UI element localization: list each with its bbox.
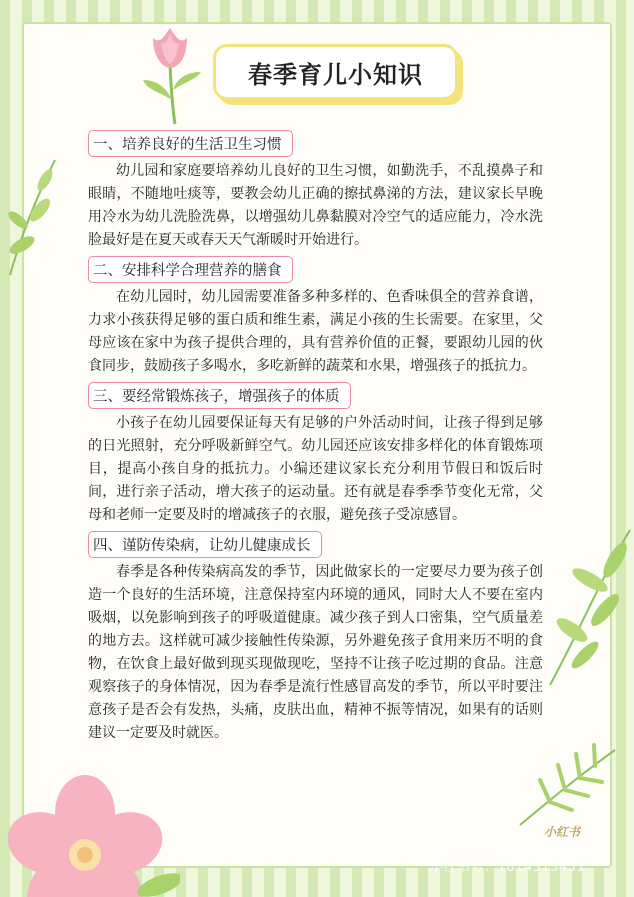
- section-paragraph: 春季是各种传染病高发的季节，因此做家长的一定要尽力要为孩子创造一个良好的生活环境，注意保持室内环境的通风，同时大人不要在室内吸烟，以免影响到孩子的呼吸道健康。减少孩子到人口密集，空气质量差的地方去。这样就可减少接触性传染源，另外避免孩子食用来历不明的食物，在饮食上最好做到现买现做现吃，坚持不让孩子吃过期的食品。注意观察孩子的身体情况，因为春季是流行性感冒高发的季节，所以平时要注意孩子是否会有发热，头痛，皮肤出血，精神不振等情况，如果有的话则建议一定要及时就医。: [88, 564, 543, 741]
- section-heading: 三、要经常锻炼孩子，增强孩子的体质: [88, 382, 351, 409]
- section-paragraph: 在幼儿园时，幼儿园需要准备多种多样的、色香味俱全的营养食谱，力求小孩获得足够的蛋白质和维生素，满足小孩的生长需要。在家里，父母应该在家中为孩子提供合理的，具有营养价值的正餐，要跟幼儿园的伙食同步，鼓励孩子多喝水，多吃新鲜的蔬菜和水果，增强孩子的抵抗力。: [88, 289, 543, 374]
- section-heading: 二、安排科学合理营养的膳食: [88, 256, 293, 283]
- section-heading: 四、谨防传染病，让幼儿健康成长: [88, 531, 322, 558]
- tulip-icon: [135, 20, 205, 125]
- title-banner: [213, 44, 458, 100]
- section-2: [88, 252, 543, 378]
- section-paragraph: 小孩子在幼儿园要保证每天有足够的户外活动时间，让孩子得到足够的日光照射，充分呼吸新鲜空气。幼儿园还应该安排多样化的体育锻炼项目，提高小孩自身的抵抗力。小编还建议家长充分利用节假日和饭后时间，进行亲子活动，增大孩子的运动量。还有就是春季季节变化无常，父母和老师一定要及时的增减孩子的衣服，避免孩子受凉感冒。: [88, 415, 543, 523]
- watermark-text: 小红书号：1814313451: [430, 860, 586, 875]
- flower-icon: [0, 775, 180, 897]
- section-3: [88, 378, 543, 527]
- section-4: [88, 527, 543, 745]
- section-paragraph: 幼儿园和家庭要培养幼儿良好的卫生习惯，如勤洗手，不乱摸鼻子和眼睛，不随地吐痰等，要教会幼儿正确的擦拭鼻涕的方法，建议家长早晚用冷水为幼儿洗脸洗鼻，以增强幼儿鼻黏膜对冷空气的适应能力，冷水洗脸最好是在夏天或春天天气渐暖时开始进行。: [88, 163, 543, 248]
- section-1: [88, 126, 543, 252]
- article-body: [88, 126, 543, 745]
- leaf-branch-left-icon: [0, 150, 60, 280]
- page-title: 春季育儿小知识: [248, 60, 423, 89]
- section-heading: 一、培养良好的生活卫生习惯: [88, 130, 293, 157]
- brand-stamp: 小红书: [544, 825, 581, 839]
- leaf-branch-bottom-right-icon: [510, 740, 620, 830]
